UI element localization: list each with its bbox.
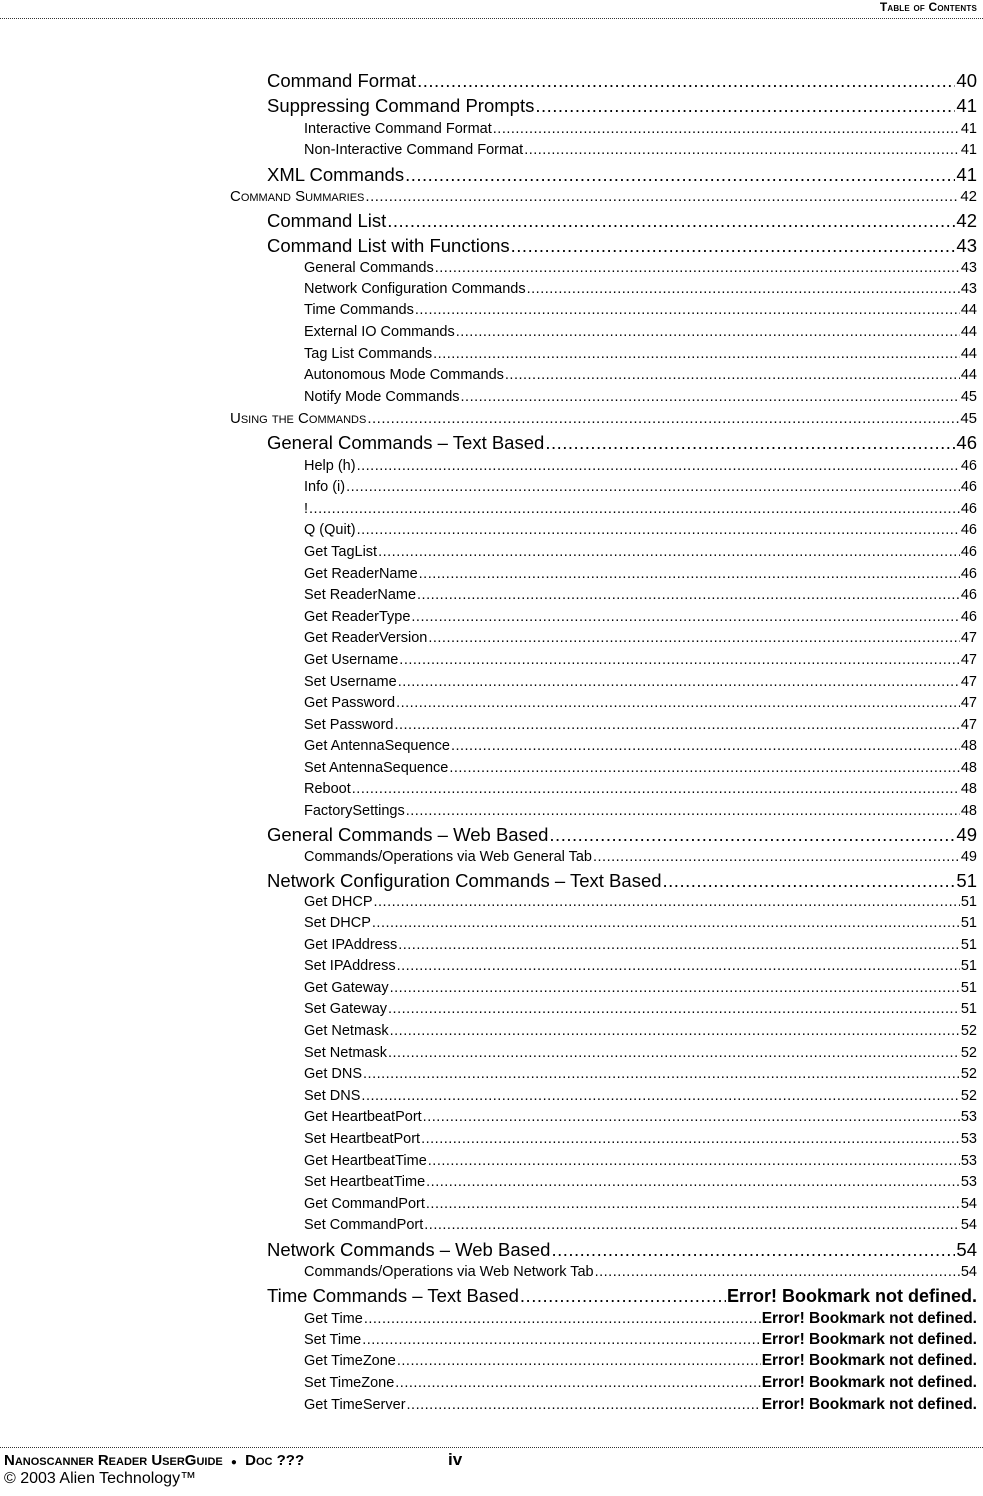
- toc-entry-title: Get TimeZone: [304, 1353, 396, 1369]
- toc-entry[interactable]: [304, 566, 977, 582]
- toc-entry[interactable]: [304, 302, 977, 318]
- toc-dot-leader: [388, 1001, 960, 1017]
- toc-page-number: Error! Bookmark not defined.: [761, 1310, 977, 1327]
- toc-dot-leader: [461, 389, 960, 405]
- toc-page-number: 43: [960, 260, 977, 276]
- toc-entry-title: Set HeartbeatTime: [304, 1174, 426, 1190]
- toc-page-number: 53: [960, 1174, 977, 1190]
- toc-entry-title: Get Gateway: [304, 980, 389, 996]
- toc-dot-leader: [593, 849, 960, 865]
- footer-copyright: © 2003 Alien Technology™: [4, 1470, 197, 1487]
- toc-page-number: Error! Bookmark not defined.: [726, 1286, 977, 1306]
- toc-entry[interactable]: [267, 235, 977, 257]
- toc-dot-leader: [595, 1264, 960, 1280]
- toc-entry-title: Get HeartbeatPort: [304, 1109, 422, 1125]
- toc-page-number: 51: [960, 1001, 977, 1017]
- toc-entry-title: General Commands – Text Based: [267, 432, 545, 453]
- toc-page-number: 53: [960, 1109, 977, 1125]
- toc-dot-leader: [551, 1239, 955, 1261]
- toc-entry-title: General Commands: [304, 260, 434, 276]
- toc-dot-leader: [426, 1174, 960, 1190]
- toc-entry-title: Get IPAddress: [304, 937, 398, 953]
- toc-entry-title: Using the Commands: [230, 410, 367, 427]
- toc-dot-leader: [397, 958, 960, 974]
- toc-entry-title: Get DHCP: [304, 894, 373, 910]
- toc-entry[interactable]: [304, 1352, 977, 1370]
- toc-dot-leader: [428, 1153, 960, 1169]
- toc-entry-title: Command Format: [267, 70, 417, 91]
- toc-entry-title: Non-Interactive Command Format: [304, 142, 524, 158]
- toc-page-number: 54: [960, 1217, 977, 1233]
- toc-entry-title: Get ReaderType: [304, 609, 411, 625]
- toc-dot-leader: [419, 566, 960, 582]
- toc-entry[interactable]: [230, 188, 977, 205]
- toc-page-number: 51: [960, 894, 977, 910]
- toc-dot-leader: [362, 1332, 760, 1348]
- toc-dot-leader: [394, 717, 959, 733]
- toc-entry-title: XML Commands: [267, 164, 405, 185]
- toc-entry[interactable]: [267, 1285, 977, 1307]
- toc-entry-title: Command Summaries: [230, 188, 365, 205]
- toc-entry[interactable]: [304, 1331, 977, 1349]
- toc-entry[interactable]: [304, 894, 977, 910]
- toc-entry-title: Command List: [267, 210, 387, 231]
- toc-entry[interactable]: [304, 1264, 977, 1280]
- toc-dot-leader: [390, 1023, 960, 1039]
- toc-entry-title: Get DNS: [304, 1066, 363, 1082]
- running-header: Table of Contents: [879, 0, 977, 14]
- toc-dot-leader: [407, 1397, 761, 1413]
- toc-entry[interactable]: [304, 346, 977, 362]
- toc-entry[interactable]: [304, 389, 977, 405]
- toc-entry[interactable]: [304, 849, 977, 865]
- toc-dot-leader: [378, 544, 960, 560]
- toc-entry[interactable]: [304, 544, 977, 560]
- toc-entry[interactable]: [267, 824, 977, 846]
- toc-entry[interactable]: [304, 937, 977, 953]
- toc-page-number: 46: [960, 609, 977, 625]
- toc-entry-title: Time Commands – Text Based: [267, 1285, 519, 1306]
- toc-page-number: Error! Bookmark not defined.: [761, 1396, 977, 1413]
- toc-entry-title: Network Commands – Web Based: [267, 1239, 551, 1260]
- toc-page-number: 42: [960, 188, 977, 205]
- toc-dot-leader: [399, 652, 960, 668]
- toc-page-number: 43: [960, 281, 977, 297]
- toc-entry[interactable]: [304, 1174, 977, 1190]
- toc-page-number: 43: [956, 235, 977, 256]
- toc-entry[interactable]: [304, 1217, 977, 1233]
- toc-dot-leader: [424, 1217, 960, 1233]
- toc-dot-leader: [426, 1196, 960, 1212]
- toc-entry-title: Info (i): [304, 479, 346, 495]
- toc-dot-leader: [493, 121, 960, 137]
- toc-entry[interactable]: [304, 260, 977, 276]
- toc-page-number: 46: [960, 544, 977, 560]
- toc-dot-leader: [524, 142, 960, 158]
- toc-page-number: 46: [960, 479, 977, 495]
- toc-entry[interactable]: [304, 281, 977, 297]
- toc-entry-title: Reboot: [304, 781, 351, 797]
- toc-entry-title: Set Password: [304, 717, 394, 733]
- toc-page-number: 54: [960, 1196, 977, 1212]
- toc-dot-leader: [417, 70, 955, 92]
- toc-dot-leader: [396, 695, 960, 711]
- toc-entry[interactable]: [267, 432, 977, 454]
- toc-page-number: 45: [960, 410, 977, 427]
- footer-bullet: ●: [230, 1457, 237, 1468]
- toc-page-number: 52: [960, 1023, 977, 1039]
- toc-entry[interactable]: [304, 1374, 977, 1392]
- toc-entry[interactable]: [304, 980, 977, 996]
- toc-page-number: 46: [960, 522, 977, 538]
- toc-page-number: 53: [960, 1153, 977, 1169]
- toc-page-number: 54: [960, 1264, 977, 1280]
- toc-entry[interactable]: [304, 587, 977, 603]
- toc-page-number: Error! Bookmark not defined.: [761, 1374, 977, 1391]
- toc-entry[interactable]: [304, 501, 977, 517]
- toc-page-number: 40: [956, 70, 977, 91]
- toc-entry-title: Commands/Operations via Web General Tab: [304, 849, 592, 865]
- toc-dot-leader: [415, 302, 960, 318]
- toc-entry-title: Commands/Operations via Web Network Tab: [304, 1264, 594, 1280]
- toc-entry-title: Get TimeServer: [304, 1397, 406, 1413]
- toc-entry-title: Help (h): [304, 458, 356, 474]
- toc-entry-title: Set DHCP: [304, 915, 371, 931]
- toc-dot-leader: [367, 410, 959, 427]
- toc-page-number: 51: [960, 937, 977, 953]
- toc-page-number: 47: [960, 630, 977, 646]
- toc-entry[interactable]: [304, 1023, 977, 1039]
- toc-entry-title: Get Time: [304, 1311, 363, 1327]
- toc-entry-title: Set IPAddress: [304, 958, 396, 974]
- toc-page-number: 52: [960, 1045, 977, 1061]
- toc-entry[interactable]: [267, 164, 977, 186]
- toc-page-number: 47: [960, 695, 977, 711]
- toc-entry[interactable]: [304, 121, 977, 137]
- toc-dot-leader: [372, 915, 960, 931]
- toc-dot-leader: [361, 1088, 959, 1104]
- toc-dot-leader: [398, 937, 960, 953]
- toc-dot-leader: [406, 803, 960, 819]
- toc-entry-title: Set AntennaSequence: [304, 760, 449, 776]
- toc-entry-title: Suppressing Command Prompts: [267, 95, 535, 116]
- toc-page-number: 52: [960, 1088, 977, 1104]
- toc-dot-leader: [352, 781, 960, 797]
- toc-entry-title: Command List with Functions: [267, 235, 510, 256]
- toc-dot-leader: [549, 824, 955, 846]
- toc-entry-title: Set TimeZone: [304, 1375, 395, 1391]
- toc-entry[interactable]: [304, 674, 977, 690]
- toc-entry[interactable]: [304, 1153, 977, 1169]
- toc-page-number: Error! Bookmark not defined.: [761, 1352, 977, 1369]
- toc-entry-title: Get Password: [304, 695, 396, 711]
- toc-page-number: 46: [960, 501, 977, 517]
- toc-page-number: 46: [956, 432, 977, 453]
- toc-dot-leader: [390, 980, 960, 996]
- toc-dot-leader: [364, 1311, 761, 1327]
- toc-entry-title: Set Time: [304, 1332, 362, 1348]
- toc-entry[interactable]: [267, 95, 977, 117]
- toc-dot-leader: [388, 1045, 960, 1061]
- toc-page-number: 44: [960, 302, 977, 318]
- toc-page-number: 47: [960, 717, 977, 733]
- toc-entry[interactable]: [304, 760, 977, 776]
- toc-entry[interactable]: [304, 324, 977, 340]
- toc-dot-leader: [451, 738, 960, 754]
- toc-dot-leader: [663, 870, 956, 892]
- toc-entry[interactable]: [304, 142, 977, 158]
- toc-entry[interactable]: [304, 609, 977, 625]
- toc-entry[interactable]: [304, 958, 977, 974]
- toc-entry[interactable]: [304, 652, 977, 668]
- toc-page-number: 41: [956, 164, 977, 185]
- header-rule: [0, 18, 983, 19]
- toc-entry-title: Q (Quit): [304, 522, 356, 538]
- toc-entry-title: Get Username: [304, 652, 399, 668]
- toc-entry[interactable]: [304, 522, 977, 538]
- toc-entry[interactable]: [230, 410, 977, 427]
- toc-entry-title: Set CommandPort: [304, 1217, 424, 1233]
- toc-dot-leader: [435, 260, 960, 276]
- toc-entry[interactable]: [304, 1001, 977, 1017]
- toc-entry[interactable]: [304, 1310, 977, 1328]
- toc-page-number: 46: [960, 458, 977, 474]
- toc-entry[interactable]: [304, 717, 977, 733]
- toc-page-number: 44: [960, 367, 977, 383]
- toc-page-number: 47: [960, 674, 977, 690]
- toc-entry-title: Autonomous Mode Commands: [304, 367, 504, 383]
- toc-page-number: 52: [960, 1066, 977, 1082]
- toc-page-number: 46: [960, 587, 977, 603]
- toc-page-number: Error! Bookmark not defined.: [761, 1331, 977, 1348]
- toc-entry[interactable]: [304, 630, 977, 646]
- toc-page-number: 54: [956, 1239, 977, 1260]
- toc-dot-leader: [423, 1109, 960, 1125]
- toc-entry[interactable]: [304, 1045, 977, 1061]
- toc-entry-title: Interactive Command Format: [304, 121, 492, 137]
- toc-entry[interactable]: [267, 870, 977, 892]
- toc-entry-title: Get ReaderName: [304, 566, 418, 582]
- toc-entry-title: Set ReaderName: [304, 587, 417, 603]
- toc-entry[interactable]: [304, 738, 977, 754]
- toc-dot-leader: [456, 324, 960, 340]
- toc-entry-title: Set Netmask: [304, 1045, 387, 1061]
- footer-page-number: iv: [448, 1450, 463, 1469]
- toc-entry[interactable]: [304, 479, 977, 495]
- toc-page-number: 46: [960, 566, 977, 582]
- toc-entry[interactable]: [304, 1088, 977, 1104]
- toc-page-number: 42: [956, 210, 977, 231]
- toc-dot-leader: [545, 432, 955, 454]
- toc-page-number: 51: [956, 870, 977, 891]
- toc-dot-leader: [449, 760, 960, 776]
- footer-doc-number: Doc ???: [245, 1452, 305, 1469]
- toc-page-number: 48: [960, 781, 977, 797]
- toc-entry-title: Network Configuration Commands: [304, 281, 526, 297]
- toc-entry-title: General Commands – Web Based: [267, 824, 549, 845]
- toc-dot-leader: [527, 281, 960, 297]
- toc-entry-title: Get CommandPort: [304, 1196, 425, 1212]
- toc-page-number: 44: [960, 346, 977, 362]
- toc-dot-leader: [428, 630, 960, 646]
- toc-dot-leader: [511, 235, 956, 257]
- toc-dot-leader: [405, 164, 955, 186]
- toc-page-number: 49: [960, 849, 977, 865]
- footer-doc-title: Nanoscanner Reader UserGuide: [4, 1452, 223, 1469]
- toc-dot-leader: [535, 95, 955, 117]
- toc-entry-title: Get TagList: [304, 544, 378, 560]
- toc-dot-leader: [505, 367, 960, 383]
- toc-entry[interactable]: [304, 781, 977, 797]
- toc-page-number: 53: [960, 1131, 977, 1147]
- toc-entry-title: Time Commands: [304, 302, 414, 318]
- toc-page-number: 41: [960, 121, 977, 137]
- toc-dot-leader: [387, 210, 955, 232]
- toc-page-number: 45: [960, 389, 977, 405]
- toc-page-number: 47: [960, 652, 977, 668]
- toc-dot-leader: [411, 609, 959, 625]
- toc-entry-title: Get ReaderVersion: [304, 630, 428, 646]
- toc-entry[interactable]: [304, 1066, 977, 1082]
- toc-page-number: 41: [960, 142, 977, 158]
- footer-rule: [0, 1447, 983, 1448]
- toc-dot-leader: [520, 1285, 726, 1307]
- toc-entry[interactable]: [304, 1109, 977, 1125]
- toc-dot-leader: [357, 458, 960, 474]
- toc-page-number: 41: [956, 95, 977, 116]
- toc-entry[interactable]: [304, 458, 977, 474]
- toc-entry[interactable]: [267, 210, 977, 232]
- toc-dot-leader: [374, 894, 960, 910]
- toc-entry-title: Get HeartbeatTime: [304, 1153, 427, 1169]
- toc-entry[interactable]: [267, 70, 977, 92]
- toc-entry-title: Notify Mode Commands: [304, 389, 460, 405]
- toc-dot-leader: [421, 1131, 960, 1147]
- toc-dot-leader: [365, 188, 959, 205]
- footer-doc-info: [4, 1452, 304, 1469]
- toc-entry-title: Tag List Commands: [304, 346, 433, 362]
- toc-page-number: 48: [960, 803, 977, 819]
- toc-dot-leader: [395, 1375, 760, 1391]
- toc-page-number: 49: [956, 824, 977, 845]
- toc-dot-leader: [363, 1066, 960, 1082]
- toc-entry[interactable]: [304, 915, 977, 931]
- toc-page-number: 48: [960, 738, 977, 754]
- toc-entry-title: External IO Commands: [304, 324, 455, 340]
- toc-entry[interactable]: [304, 1196, 977, 1212]
- toc-entry[interactable]: [304, 1396, 977, 1414]
- toc-entry[interactable]: [267, 1239, 977, 1261]
- toc-entry-title: Set DNS: [304, 1088, 361, 1104]
- toc-page-number: 48: [960, 760, 977, 776]
- toc-entry-title: Get AntennaSequence: [304, 738, 450, 754]
- toc-entry-title: Network Configuration Commands – Text Based: [267, 870, 662, 891]
- toc-dot-leader: [357, 522, 960, 538]
- toc-page-number: 44: [960, 324, 977, 340]
- toc-page-number: 51: [960, 980, 977, 996]
- toc-entry-title: !: [304, 501, 309, 517]
- toc-entry[interactable]: [304, 695, 977, 711]
- toc-entry-title: Set HeartbeatPort: [304, 1131, 421, 1147]
- toc-entry-title: Get Netmask: [304, 1023, 389, 1039]
- toc-entry-title: Set Gateway: [304, 1001, 388, 1017]
- toc-dot-leader: [309, 501, 960, 517]
- toc-dot-leader: [417, 587, 960, 603]
- toc-entry-title: FactorySettings: [304, 803, 405, 819]
- toc-entry-title: Set Username: [304, 674, 397, 690]
- toc-dot-leader: [397, 1353, 761, 1369]
- toc-entry[interactable]: [304, 1131, 977, 1147]
- toc-dot-leader: [346, 479, 960, 495]
- toc-dot-leader: [398, 674, 960, 690]
- toc-page-number: 51: [960, 958, 977, 974]
- toc-dot-leader: [433, 346, 960, 362]
- toc-entry[interactable]: [304, 367, 977, 383]
- toc-page-number: 51: [960, 915, 977, 931]
- toc-entry[interactable]: [304, 803, 977, 819]
